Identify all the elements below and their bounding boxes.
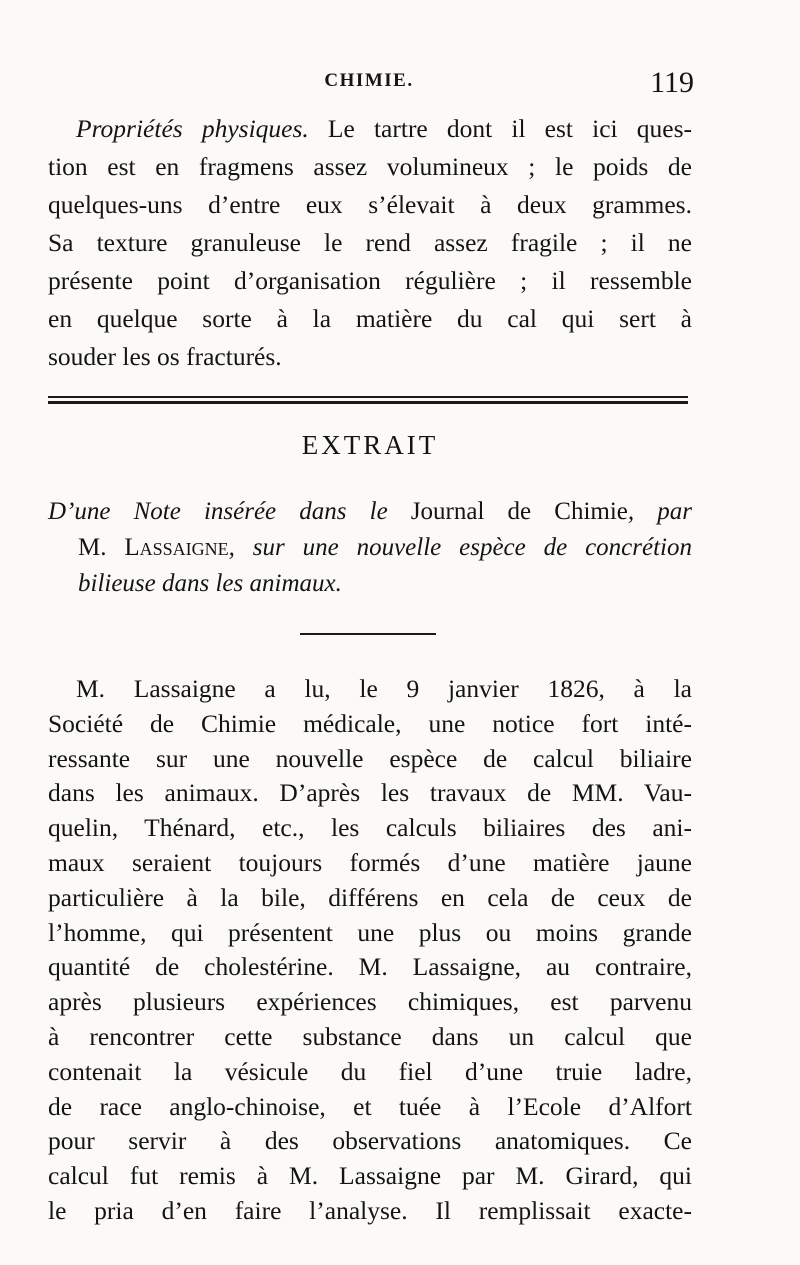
text-line: Société de Chimie médicale, une notice fort inté-	[48, 708, 692, 738]
text-line: particulière à la bile, différens en cela de ceux de	[48, 882, 692, 912]
running-header	[48, 66, 694, 106]
section-divider-thin	[48, 396, 688, 398]
subtitle-line: bilieuse dans les animaux.	[78, 570, 342, 597]
text-line: pour servir à des observations anatomiques. Ce	[48, 1126, 692, 1156]
text-line: quelques-uns d’entre eux s’élevait à deux grammes.	[48, 190, 692, 219]
text-line: après plusieurs expériences chimiques, est parvenu	[48, 987, 692, 1017]
text-line: calcul fut remis à M. Lassaigne par M. Girard, qui	[48, 1161, 692, 1191]
journal-name: Journal de Chimie	[387, 498, 628, 525]
short-divider	[300, 633, 436, 635]
run-in-heading: Propriétés physiques.	[76, 114, 309, 143]
text-line: l’homme, qui présentent une plus ou moins grande	[48, 917, 692, 947]
text-line: à rencontrer cette substance dans un calcul que	[48, 1021, 692, 1051]
paragraph-lassaigne	[48, 672, 692, 1229]
text-line: quantité de cholestérine. M. Lassaigne, au contraire,	[48, 952, 692, 982]
text-line: contenait la vésicule du fiel d’une truie ladre,	[48, 1056, 692, 1086]
text-line: le pria d’en faire l’analyse. Il remplissait exacte-	[48, 1195, 692, 1225]
text-line: ressante sur une nouvelle espèce de calcul biliaire	[48, 743, 692, 773]
text-line: Sa texture granuleuse le rend assez fragile ; il ne	[48, 228, 692, 257]
subtitle-line: M. Lassaigne, sur une nouvelle espèce de concrétion	[78, 534, 692, 561]
text-line: de race anglo-chinoise, et tuée à l’Ecole d’Alfort	[48, 1091, 692, 1121]
author-name: Lassaigne	[124, 534, 229, 561]
text-line: maux seraient toujours formés d’une matière jaune	[48, 847, 692, 877]
section-title: EXTRAIT	[301, 430, 439, 460]
text-line: en quelque sorte à la matière du cal qui sert à	[48, 304, 692, 333]
text-line: M. Lassaigne a lu, le 9 janvier 1826, à la	[76, 674, 692, 703]
section-subtitle	[48, 494, 692, 602]
section-divider-thick	[48, 401, 688, 404]
text-line: dans les animaux. D’après les travaux de MM. Vau-	[48, 778, 692, 808]
text-line: tion est en fragmens assez volumineux ; le poids de	[48, 152, 692, 181]
text-line: quelin, Thénard, etc., les calculs biliaires des ani-	[48, 813, 692, 843]
page-number: 119	[650, 66, 694, 99]
subtitle-line: D’une Note insérée dans le Journal de Chimie, par	[48, 498, 693, 525]
text-line: Propriétés physiques. Le tartre dont il est ici ques-	[76, 114, 692, 143]
text-line: souder les os fracturés.	[48, 342, 282, 371]
text-line: présente point d’organisation régulière ; il ressemble	[48, 266, 692, 295]
paragraph-physical-properties	[48, 110, 692, 376]
running-title: CHIMIE.	[324, 70, 414, 91]
